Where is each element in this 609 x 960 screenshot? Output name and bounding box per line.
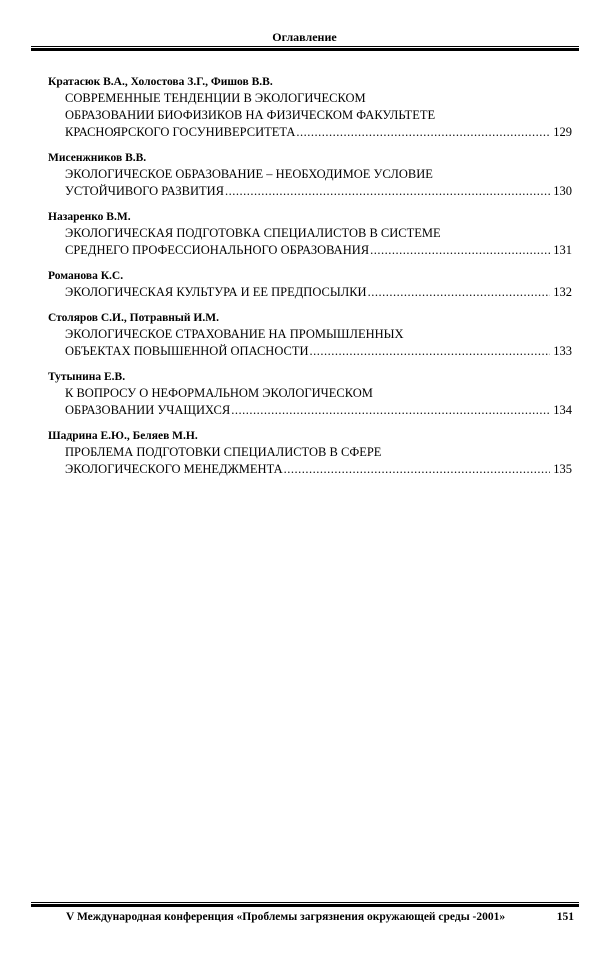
toc-entry-title-line: ПРОБЛЕМА ПОДГОТОВКИ СПЕЦИАЛИСТОВ В СФЕРЕ (65, 445, 382, 459)
footer-conference-title: V Международная конференция «Проблемы загрязнения окружающей среды -2001» (66, 911, 506, 923)
table-of-contents (48, 75, 572, 488)
dot-leader (296, 124, 550, 141)
toc-entry-title-last-line (65, 242, 572, 259)
toc-entry-authors: Романова К.С. (48, 270, 124, 282)
toc-entry-title-line: ЭКОЛОГИЧЕСКАЯ КУЛЬТУРА И ЕЕ ПРЕДПОСЫЛКИ (65, 285, 367, 299)
toc-entry-page-number: 132 (553, 285, 572, 299)
toc-entry-title-line: ЭКОЛОГИЧЕСКОГО МЕНЕДЖМЕНТА (65, 462, 283, 476)
dot-leader (231, 402, 550, 419)
footer-rule-thin (31, 902, 579, 903)
page-header-title: Оглавление (272, 30, 337, 44)
toc-entry-authors: Назаренко В.М. (48, 211, 131, 223)
toc-entry-title-line: ОБЪЕКТАХ ПОВЫШЕННОЙ ОПАСНОСТИ (65, 344, 309, 358)
toc-entry-title-last-line (65, 124, 572, 141)
dot-leader (310, 343, 551, 360)
dot-leader (284, 461, 551, 478)
page-footer (66, 910, 574, 924)
toc-entry-page-number: 131 (553, 243, 572, 257)
toc-entry (48, 210, 572, 259)
toc-entry-title-line: ЭКОЛОГИЧЕСКАЯ ПОДГОТОВКА СПЕЦИАЛИСТОВ В СИСТЕМЕ (65, 226, 441, 240)
toc-entry-page-number: 130 (553, 184, 572, 198)
toc-entry-title-line: ЭКОЛОГИЧЕСКОЕ СТРАХОВАНИЕ НА ПРОМЫШЛЕННЫХ (65, 327, 404, 341)
toc-entry-title-line: ОБРАЗОВАНИИ БИОФИЗИКОВ НА ФИЗИЧЕСКОМ ФАКУЛЬТЕТЕ (65, 108, 436, 122)
toc-entry-title-last-line (65, 183, 572, 200)
dot-leader (370, 242, 550, 259)
dot-leader (225, 183, 550, 200)
toc-entry-page-number: 129 (553, 125, 572, 139)
footer-page-number: 151 (556, 911, 574, 923)
footer-rule-thick (31, 904, 579, 907)
toc-entry-title-line: ЭКОЛОГИЧЕСКОЕ ОБРАЗОВАНИЕ – НЕОБХОДИМОЕ УСЛОВИЕ (65, 167, 433, 181)
header-rule-thin (31, 46, 579, 47)
toc-entry-authors: Шадрина Е.Ю., Беляев М.Н. (48, 430, 198, 442)
toc-entry-title-line: УСТОЙЧИВОГО РАЗВИТИЯ (65, 184, 224, 198)
toc-entry (48, 429, 572, 478)
toc-entry-title-line: СОВРЕМЕННЫЕ ТЕНДЕНЦИИ В ЭКОЛОГИЧЕСКОМ (65, 91, 366, 105)
toc-entry-title-last-line (65, 284, 572, 301)
toc-entry-title-line: ОБРАЗОВАНИИ УЧАЩИХСЯ (65, 403, 231, 417)
toc-entry-title-last-line (65, 461, 572, 478)
toc-entry-title-last-line (65, 402, 572, 419)
toc-entry-title-line: К ВОПРОСУ О НЕФОРМАЛЬНОМ ЭКОЛОГИЧЕСКОМ (65, 386, 373, 400)
toc-entry-authors: Тутынина Е.В. (48, 371, 126, 383)
toc-entry (48, 370, 572, 419)
toc-entry-authors: Мисенжников В.В. (48, 152, 147, 164)
toc-entry (48, 151, 572, 200)
toc-entry-title-last-line (65, 343, 572, 360)
dot-leader (368, 284, 551, 301)
toc-entry (48, 269, 572, 301)
toc-entry-page-number: 135 (553, 462, 572, 476)
toc-entry-authors: Столяров С.И., Потравный И.М. (48, 312, 219, 324)
toc-entry-title-line: СРЕДНЕГО ПРОФЕССИОНАЛЬНОГО ОБРАЗОВАНИЯ (65, 243, 370, 257)
toc-entry-page-number: 133 (553, 344, 572, 358)
toc-entry (48, 311, 572, 360)
toc-entry-authors: Кратасюк В.А., Холостова З.Г., Фишов В.В. (48, 76, 273, 88)
toc-entry-page-number: 134 (553, 403, 572, 417)
toc-entry (48, 75, 572, 141)
header-rule-thick (31, 48, 579, 51)
toc-entry-title-line: КРАСНОЯРСКОГО ГОСУНИВЕРСИТЕТА (65, 125, 296, 139)
